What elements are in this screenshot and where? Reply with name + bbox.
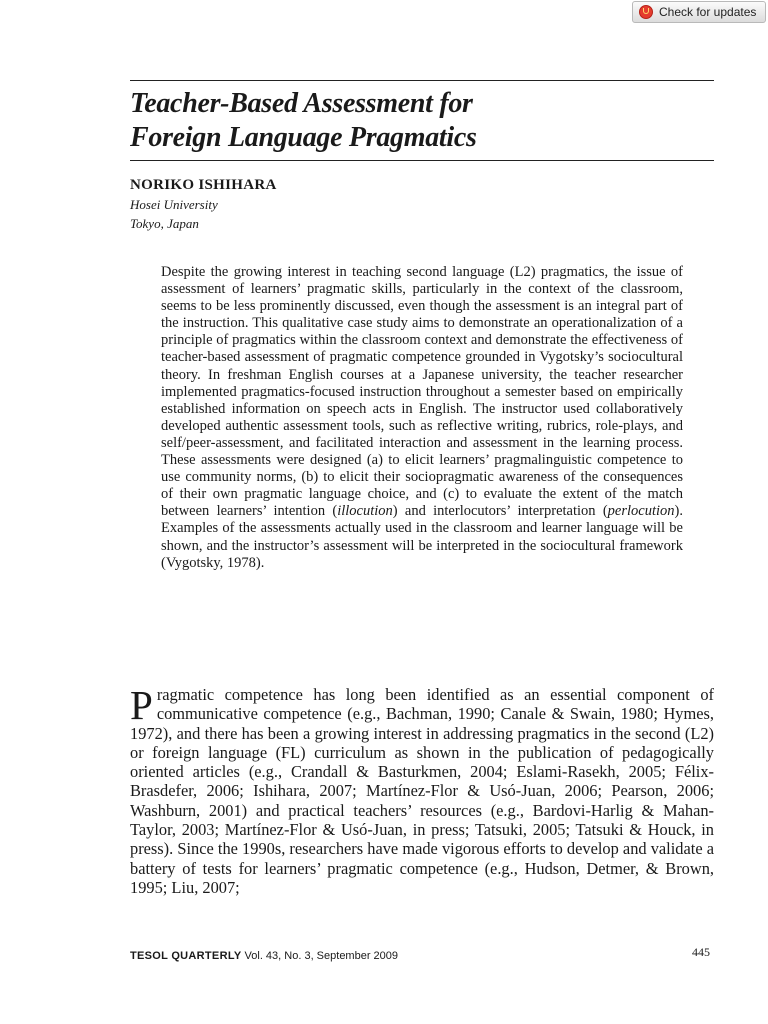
journal-issue: Vol. 43, No. 3, September 2009 bbox=[244, 950, 399, 962]
check-for-updates-label: Check for updates bbox=[659, 5, 757, 19]
check-for-updates-button[interactable] bbox=[632, 1, 766, 23]
body-paragraph bbox=[130, 682, 714, 897]
journal-name: TESOL QUARTERLY bbox=[130, 950, 242, 962]
abstract-term-perlocution: perlocution bbox=[607, 503, 675, 520]
bookmark-icon bbox=[639, 5, 653, 19]
page-number: 445 bbox=[692, 945, 710, 959]
body-paragraph-text: ragmatic competence has long been identified as an essential component of communicative competence (e.g., Bachman, 1990; Canale & Swain, 1980; Hymes, 1972), and there has been a growing interest in addressing pragmatics in the second (L2) or foreign language (FL) curriculum as shown in the publication of pedagogically oriented articles (e.g., Crandall & Basturkmen, 2004; Eslami-Rasekh, 2005; Félix-Brasdefer, 2006; Ishihara, 2007; Martínez-Flor & Usó-Juan, 2006; Pearson, 2006; Washburn, 2001) and practical teachers’ resources (e.g., Bardovi-Harlig & Mahan-Taylor, 2003; Martínez-Flor & Usó-Juan, in press; Tatsuki, 2005; Tatsuki & Houck, in press). Since the 1990s, researchers have made vigorous efforts to develop and validate a battery of tests for learners’ pragmatic competence (e.g., Hudson, Detmer, & Brown, 1995; Liu, 2007; bbox=[130, 685, 714, 897]
affiliation-location: Tokyo, Japan bbox=[130, 216, 199, 231]
abstract-text-2: ) and interlocutors’ interpretation ( bbox=[392, 503, 608, 520]
article-title bbox=[130, 87, 714, 155]
abstract-text-1: Despite the growing interest in teaching second language (L2) pragmatics, the issue of assessment of learners’ pragmatic skills, particularly in the context of the classroom, seems to be less prominently discussed, even though the assessment is an integral part of the instruction. This qualitative case study aims to demonstrate an operationalization of a principle of pragmatics within the classroom context and demonstrate the effectiveness of teacher-based assessment of pragmatic competence grounded in Vygotsky’s sociocultural theory. In freshman English courses at a Japanese university, the teacher researcher implemented pragmatics-focused instruction throughout a semester based on empirically established information on speech acts in English. The instructor used collaboratively developed authentic assessment tools, such as reflective writing, rubrics, role-plays, and self/peer-assessment, and facilitated interaction and assessment in the learning process. These assessments were designed (a) to elicit learners’ pragmalinguistic competence to use community norms, (b) to elicit their sociopragmatic awareness of the consequences of their own pragmatic language choice, and (c) to evaluate the extent of the match between learners’ intention ( bbox=[161, 264, 683, 520]
abstract-term-illocution: illocution bbox=[337, 503, 393, 520]
title-line-1: Teacher-Based Assessment for bbox=[130, 88, 473, 119]
drop-cap: P bbox=[130, 682, 153, 728]
abstract-text-3: ). Examples of the assessments actually used in the classroom and learner language will be shown, and the instructor’s assessment will be interpreted in the sociocultural framework (Vygotsky, 1978). bbox=[161, 503, 683, 571]
title-bottom-rule bbox=[130, 160, 714, 161]
title-top-rule bbox=[130, 80, 714, 81]
abstract bbox=[161, 264, 683, 572]
title-line-2: Foreign Language Pragmatics bbox=[130, 122, 477, 153]
author-name: NORIKO ISHIHARA bbox=[130, 177, 277, 193]
affiliation-institution: Hosei University bbox=[130, 197, 218, 212]
journal-citation bbox=[130, 950, 398, 962]
